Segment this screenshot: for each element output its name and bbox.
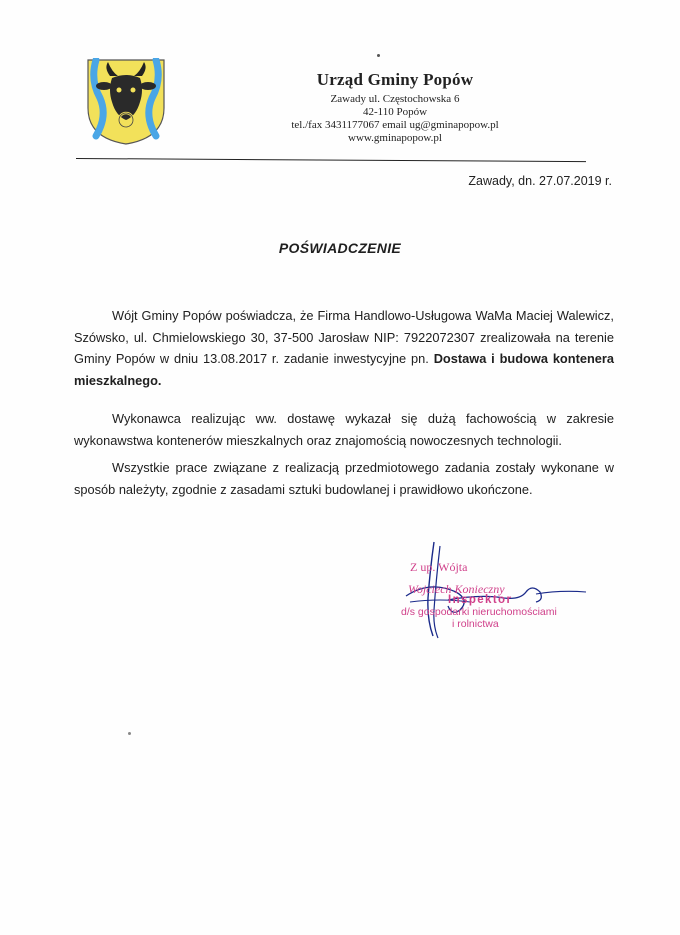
stamp-line-5: i rolnictwa [452, 618, 499, 630]
stamp-line-2: Wojciech Konieczny [408, 582, 505, 596]
stamp-line-4: d/s gospodarki nieruchomościami [401, 606, 557, 618]
letterhead-divider [76, 158, 586, 162]
scan-speck [128, 732, 131, 735]
task-name: Dostawa i budowa kontenera mieszkalnego. [74, 351, 614, 388]
paragraph-1 [74, 305, 614, 391]
document-title: POŚWIADCZENIE [278, 240, 402, 256]
document-date: Zawady, dn. 27.07.2019 r. [468, 174, 612, 188]
address-line: Zawady ul. Częstochowska 6 [330, 93, 460, 105]
postal-line: 42-110 Popów [362, 106, 428, 118]
bull-head-coat-of-arms-icon [86, 58, 166, 146]
website-line: www.gminapopow.pl [348, 132, 442, 144]
contact-line: tel./fax 3431177067 email ug@gminapopow.pl [291, 119, 499, 131]
stamp-line-3: Inspektor [448, 594, 513, 606]
letterhead [280, 70, 510, 145]
stamp-line-1: Z up. Wójta [410, 560, 468, 574]
paragraph-3-text: Wszystkie prace związane z realizacją przedmiotowego zadania zostały wykonane w sposób należyty, zgodnie z zasadami sztuki budowlanej i prawidłowo ukończone. [74, 460, 614, 497]
scan-speck [377, 54, 380, 57]
paragraph-2-text: Wykonawca realizując ww. dostawę wykazał się dużą fachowością w zakresie wykonawstwa kontenerów mieszkalnych oraz znajomością nowoczesnych technologii. [74, 411, 614, 448]
org-name: Urząd Gminy Popów [316, 70, 474, 89]
paragraph-3 [74, 457, 614, 500]
paragraph-2 [74, 408, 614, 451]
paragraph-1-text: Wójt Gminy Popów poświadcza, że Firma Handlowo-Usługowa WaMa Maciej Walewicz, Szówsko, ul. Chmielowskiego 30, 37-500 Jarosław NIP: 7922072307 zrealizowała na terenie Gminy Popów w dniu 13.08.2017 r. zadanie inwestycyjne pn. [74, 308, 614, 366]
